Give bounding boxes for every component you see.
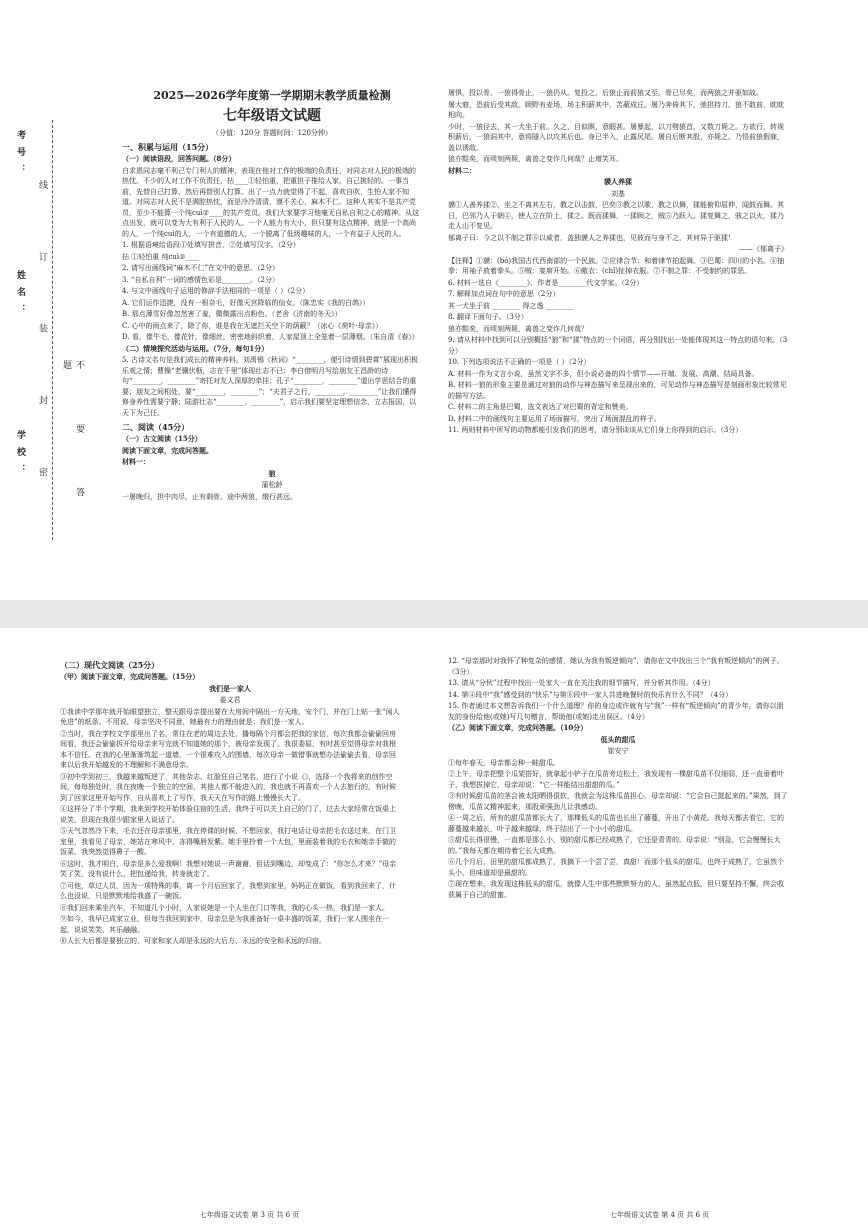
text-line: 姜文君 <box>219 696 241 704</box>
text-line: 10. 下列选项说法不正确的一项是（ ）（2分） <box>448 358 591 366</box>
text-line: ⑤甜瓜长得很慢，一直都是那么小，别的甜瓜都已经成熟了，它还是青青的。母亲说：“别急，它会慢慢长大的。”我每天都在期待着它长大成熟。 <box>448 836 781 855</box>
text-line: 狼 <box>268 468 276 478</box>
text-line: 5. 古诗文名句是我们成长的精神养料。刘禹锡《秋词》“________，便引诗情到碧霄”展现出积极乐观之情；曹操“老骥伏枥，志在千里”体现壮志不已；李白借明月写给朋友王昌龄的诗句“________，________”寄托对友人深厚的牵挂；孔子“________，________”道出学思结合的重要；朋友之间相处，要“________，________”；“夫君子之行，________，________”让我们懂得修身养性需要宁静；陆游壮志“________，________”，启示我们要坚定理想信念，立志报国，以天下为己任。 <box>122 356 419 417</box>
text-line: 二、阅读（45分） <box>122 422 190 432</box>
text-line: ④一周之后，所有的甜瓜苗都长大了，那棵低头的瓜苗也长出了藤蔓，开出了小黄花。我每天都去看它，它的藤蔓越来越长，叶子越来越绿，终于结出了一个小小的甜瓜。 <box>448 814 784 833</box>
text-line: A. 材料一作为文言小说，虽然文字不多，但小说必备的四个情节——开端、发展、高潮、结局具备。 <box>448 369 759 378</box>
text-line: （二）现代文阅读（25分） <box>60 660 160 670</box>
text-line: 2. 请写出画线词“麻木不仁”在文中的意思。（2分） <box>122 264 280 272</box>
text-line: 其一犬坐于前 ________ 得之逸 ________ <box>448 301 574 310</box>
text-line: 貘人养猱 <box>604 177 632 186</box>
text-line: 郁离子曰：今之以不制之罪⑥以威者，盖独貘人之养猱也，见彼而与身不之，其何异于驱猱！ <box>448 233 735 242</box>
text-line: 9. 请从材料中找到可以分别概括“狼”和“猱”特点的一个词语，再分别找出一处能体现其这一特点的语句来。（3分） <box>448 336 788 355</box>
page1-right-column <box>448 88 788 437</box>
page1-right-items <box>448 88 788 436</box>
text-line: 崔安宁 <box>607 747 629 755</box>
text-line: 低头的甜瓜 <box>600 734 636 744</box>
text-line: ⑧我们回来乘坐汽车，不知道几个小时，人家说她是一个人坐在门口等我，我的心头一热，我们是一家人。 <box>60 903 389 912</box>
text-line: 11. 两则材料中所写的动物都能引发我们的思考，请分别谈谈从它们身上你得到的启示。（3分） <box>448 426 743 434</box>
name-label: 姓名： <box>15 270 25 321</box>
text-line: 6. 材料一选自《________》，作者是________代文学家。（2分） <box>448 278 644 287</box>
text-line: ⑩人长大后都是要独立的，可家和家人却是永远的大后方，永远的安全和永远的归宿。 <box>60 937 326 945</box>
text-line: ⑦现在想来，我发现这株低头的甜瓜，就像人生中那些默默努力的人，虽然起点低，但只要坚持不懈，终会收获属于自己的甜蜜。 <box>448 880 784 899</box>
footer-page-4: 七年级语文试卷 第 4 页 共 6 页 <box>610 1211 710 1219</box>
page2-left-column <box>60 656 400 948</box>
text-line: 3. “自私自利”一词的感情色彩是________。（2分） <box>122 275 280 284</box>
text-line: C. 心中的雨点来了，除了你，谁是我在无遮拦天空下的荫蔽？（冰心《荷叶·母亲》） <box>122 321 383 330</box>
kaohao-label: 考号： <box>15 130 25 181</box>
binding-margin <box>14 120 84 540</box>
text-line: 8. 翻译下面句子。（3分） <box>448 313 528 321</box>
text-line: B. 那点薄雪好像忽然害了羞，微微露出点粉色。（老舍《济南的冬天》） <box>122 310 342 318</box>
text-line: 屠大窘，恐前后受其敌。顾野有麦场，场主积薪其中，苫蔽成丘。屠乃奔倚其下，弛担持刀。狼不敢前，眈眈相向。 <box>448 100 784 119</box>
text-line: 一屠晚归，担中肉尽，止有剩骨。途中两狼，缀行甚远。 <box>122 492 297 501</box>
text-line: （二）情境探究活动与运用。（7分，每句1分） <box>122 343 269 353</box>
text-line: ⑦可他，草过人员，因为一项特殊的事，离一个月后回家了，我想到家里，妈妈正在做饭，看到我回来了，什么也没说，只是默默地给我盛了一碗饭。 <box>60 881 396 900</box>
text-line: 材料一： <box>122 457 150 466</box>
text-line: 狼亦黠矣，而顷刻两毙，禽兽之变诈几何哉？ <box>448 324 588 333</box>
text-line: 屠惧，投以骨。一狼得骨止，一狼仍从。复投之，后狼止而前狼又至。骨已尽矣，而两狼之并驱如故。 <box>448 89 763 97</box>
text-line: 13. 请从“分伙”过程中找出一处家人一直在关注我的细节描写，并分析其作用。（4分） <box>448 679 715 687</box>
text-line: ⑤天气忽然冷下来，毛衣还在母亲那里，我在停课的时候，不想回家，我打电话让母亲把毛衣送过来，在门卫室里，我看见了母亲，她站在寒风中，冻得嘴唇发紫。她手里拎着一个大包，里面装着我的毛衣和她亲手做的饭菜。我突然觉得鼻子一酸。 <box>60 827 396 856</box>
exam-name: 2025—2026学年度第一学期期末教学质量检测 <box>153 89 391 102</box>
text-line: 1. 根据语境给语段①处填写拼音，②处填写汉字。（2分） <box>122 241 300 249</box>
text-line: 白求恩同志毫不利己专门利人的精神，表现在他对工作的极端的负责任，对同志对人民的极端的热忱。不少的人对工作不负责任，拈____①轻怕重，把重担子推给人家，自己挑轻的。一事当前，先替自己打算，然后再替别人打算。出了一点力就觉得了不起，喜欢自吹，生怕人家不知道。对同志对人民不是满腔热忱，而是冷冷清清，漠不关心，麻木不仁。这种人其实不是共产党员，至少不能算一个纯cuì②____的共产党员。我们大家要学习他毫无自私自利之心的精神。从这点出发，就可以变为大有利于人民的人。一个人能力有大小，但只要有这点精神，就是一个高尚的人，一个纯cuì的人，一个有道德的人，一个脱离了低级趣味的人，一个有益于人民的人。 <box>122 166 419 238</box>
text-line: ④这样分了半个学期，我来到学校开始体验住宿的生活，我终于可以关上自己的门了，过去大家经常在饭桌上说笑，但现在我很少跟家里人说话了。 <box>60 805 396 824</box>
text-line: 我们是一家人 <box>209 683 251 693</box>
text-line: C. 材料二的主角是巴蜀，选文表达了对巴蜀的背定和赞美。 <box>448 403 633 411</box>
exam-meta: （分值：120分 答题时间：120分钟） <box>212 128 332 137</box>
text-line: ⑥几个月后，田里的甜瓜都成熟了，我摘下一个尝了尝，真甜！而那个低头的甜瓜，也终于成熟了，它虽然个头小，但味道却是最甜的。 <box>448 858 784 877</box>
binding-marks: 线 订 装 封 密 <box>37 180 47 507</box>
school-label: 学校： <box>15 430 25 481</box>
binding-warning: 不 要 答 题 <box>61 360 84 523</box>
text-line: ⑨如今，我早已成家立业，但每当我回到家中，母亲总是为我准备好一桌丰盛的饭菜，我们一家人围坐在一起，说说笑笑，其乐融融。 <box>60 915 389 934</box>
text-line: ——《郁离子》 <box>739 245 788 253</box>
text-line: （乙）阅读下面文章，完成问答题。（10分） <box>448 723 588 732</box>
page2-right-items <box>448 656 788 900</box>
text-line: 拈 ①轻怕重 纯cuì②____ <box>122 252 200 261</box>
text-line: ①每年春天，母亲都会种一畦甜瓜。 <box>448 758 560 767</box>
text-line: ②上午，母亲把整个瓜架搭好，就拿起小铲子在瓜苗旁边松土，我发现有一棵甜瓜苗不仅细弱，还一直垂着叶子，我想拔掉它，母亲却说：“它一样能结出甜甜的瓜。” <box>448 770 784 789</box>
text-line: 貘①人善养猱②，坐之不离其左右，教之以击鼓，巴奕③教之以歌，教之以舞，猱能俯仰屈伸，闻鼓而舞。其日，巴邻乃人于朝④，使人立在阶上，猱之。既而猱舞，一猱顾之，贼⑤乃跃入。猱复舞之，骇之以火，猱乃走人山不复见。 <box>448 201 784 230</box>
text-line: 阅读下面文章，完成问答题。 <box>122 445 213 455</box>
text-line: B. 材料一狼的形象主要是通过对狼的动作与神态描写来呈现出来的，可见动作与神态描写是刻画形象比较常见的描写方法。 <box>448 381 787 400</box>
text-line: 7. 解释加点词在句中的意思（2分） <box>448 290 560 298</box>
text-line: 刘基 <box>611 189 625 198</box>
page2-left-items <box>60 659 400 947</box>
text-line: 12. “母亲那时对我怀了种复杂的感情，她认为我有叛逆倾向”，请你在文中找出三个“我有叛逆倾向”的例子。（3分） <box>448 657 784 676</box>
text-line: （一）古文阅读（15分） <box>122 434 202 443</box>
text-line: D. 材料二中的画线句主要运用了场面描写，突出了场面混乱的样子。 <box>448 414 661 423</box>
text-line: （一）阅读语段，回答问题。（8分） <box>122 154 236 163</box>
text-line: 4. 与文中画线句子运用的修辞手法相同的一项是（ ）（2分） <box>122 287 310 295</box>
text-line: 蒲松龄 <box>261 481 283 489</box>
text-line: 一、积累与运用（15分） <box>122 142 214 152</box>
text-line: （甲）阅读下面文章，完成问答题。（15分） <box>60 672 200 681</box>
footer-page-3: 七年级语文试卷 第 3 页 共 6 页 <box>200 1211 300 1219</box>
text-line: ⑥这时，我才明白，母亲是多么爱我啊！我想对她说一声谢谢，但话到嘴边，却变成了：“你怎么才来？”母亲笑了笑，没有说什么，把包递给我，转身就走了。 <box>60 859 397 878</box>
text-line: ③有时候甜瓜苗的茎会被太阳晒得很软，我就会为这株瓜苗担心，母亲却说：“它会自己挺起来的。”果然，到了傍晚，瓜苗又精神起来，那股顽强劲儿让我感动。 <box>448 792 788 811</box>
text-line: A. 它们运作迅捷，没有一根杂毛，好像天宫降临的仙女。（陈忠实《我的白鸽》） <box>122 298 370 307</box>
page1-left-items <box>122 141 422 502</box>
text-line: 狼亦黠矣，而顷刻两毙，禽兽之变诈几何哉？止增笑耳。 <box>448 155 623 163</box>
text-line: ②当时，我在学校文学部里出了名，常住在老的周边去处，播每隔个月都会把我的家信，每次我都会偷偷回房间看，我还会偷偷拆开给母亲来写完就不知道她的那个，被母亲发现了。我很委屈，有时甚至觉得母亲对我根本不信任。在我的心里渐渐筑起一道墙，一个很难攻入的围墙，每次母亲一做错事就想办法偷偷去看，母亲回来以后我开始越发的不理解和不满意母亲。 <box>60 729 396 769</box>
text-line: 14. 第④段中“我”感受到的“快乐”与第⑧段中一家人共进晚餐时的快乐有什么不同？（4分） <box>448 690 733 699</box>
text-line: 材料二： <box>448 165 476 175</box>
text-line: 【注释】①貘：(bó)我国古代西南部的一个民族。②应律合节：和着律节拍起舞。③巴蜀：四川的小名。④抽拳：用袖子放着拳头。⑤贼：宴席开始。⑥敝衣：(chǐ)扯掉衣服。⑦不制之罪：不受制约的罪恶。 <box>448 256 785 275</box>
page2-right-column <box>448 656 788 901</box>
text-line: D. 看，像牛毛，像花针，像细丝，密密地斜织着，人家屋顶上全笼着一层薄烟。（朱自清《春》） <box>122 333 419 341</box>
exam-page-2 <box>0 628 868 1228</box>
page1-left-column <box>122 88 422 503</box>
exam-title: 七年级语文试题 <box>223 107 321 124</box>
text-line: ①我读中学那年就开始眼望独立，整天跟母亲提出要在大房间中隔出一方天地，安个门，并在门上贴一张“闲人免进”的纸条。不用说，母亲坚决不同意，她最有力的理由就是：我们是一家人。 <box>60 707 400 726</box>
text-line: ③初中学到初三，我越来越叛逆了，其他杂志、红脸狂自己笔名，进行了小说《》，选择一个我将来的创作空间，每每独处时，我在夜晚一个独立的空间，其他人都不能进入的，我也就不再喜欢一个人去旅行的，有时候到了回家这里开始写作，自从喜欢上了写作，我天天在写作的路上慢慢长大了。 <box>60 772 396 802</box>
exam-page-1 <box>0 0 868 600</box>
binding-line <box>52 120 53 540</box>
text-line: 15. 作者通过本文想告诉我们一个什么道理？你的身边或许就有与“我”一样有“叛逆倾向”的青少年，请你以朋友的身份给他(或她)写几句赠言，帮助他(或她)走出误区。（4分） <box>448 702 784 721</box>
text-line: 少时，一狼径去，其一犬坐于前。久之，目似瞑，意暇甚。屠暴起，以刀劈狼首，又数刀毙之。方欲行，转视积薪后，一狼洞其中，意将隧入以攻其后也。身已半入，止露尻尾。屠自后断其股，亦毙之。乃悟前狼假寐，盖以诱敌。 <box>448 122 784 152</box>
